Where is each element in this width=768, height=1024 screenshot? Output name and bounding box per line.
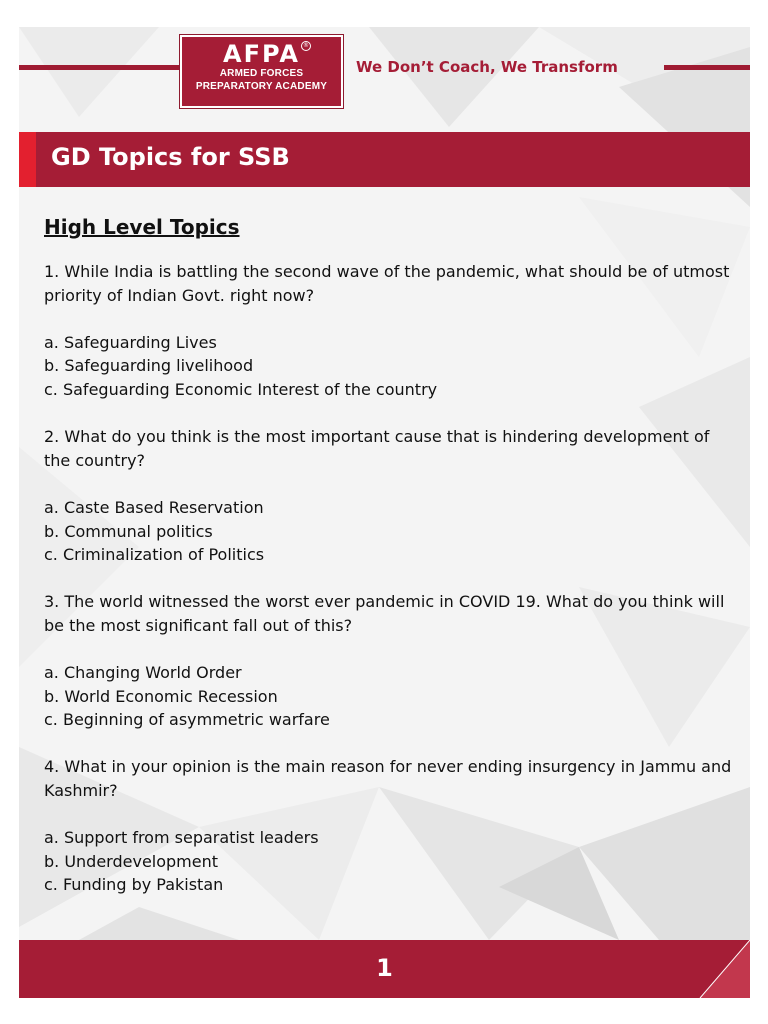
afpa-logo	[180, 35, 343, 108]
topic-option: c. Criminalization of Politics	[44, 545, 265, 565]
footer-bar	[19, 940, 750, 998]
topic-question: 4. What in your opinion is the main reason for never ending insurgency in Jammu and Kashmir?	[44, 757, 732, 801]
topic-option: a. Changing World Order	[44, 663, 242, 683]
document-page	[19, 27, 750, 998]
topic-question: 1. While India is battling the second wave of the pandemic, what should be of utmost priority of Indian Govt. right now?	[44, 262, 730, 305]
page-number: 1	[376, 954, 393, 982]
topic-option: b. Communal politics	[44, 521, 213, 541]
logo-wordmark: AFPA	[223, 40, 300, 68]
section-heading: High Level Topics	[44, 215, 240, 239]
title-accent-stripe	[19, 132, 36, 187]
topic-options	[44, 661, 734, 732]
topic-item	[44, 590, 734, 732]
topic-option: a. Safeguarding Lives	[44, 332, 217, 352]
topic-item	[44, 755, 734, 897]
topic-question: 3. The world witnessed the worst ever pandemic in COVID 19. What do you think will be the most significant fall out of this?	[44, 592, 725, 635]
header-rule-left	[19, 65, 181, 70]
topic-option: b. Safeguarding livelihood	[44, 356, 254, 376]
topic-question: 2. What do you think is the most important cause that is hindering development of the country?	[44, 427, 710, 470]
logo-line-armed-forces: ARMED FORCES	[219, 68, 304, 79]
topic-options	[44, 496, 734, 567]
topics-content	[44, 212, 734, 921]
topic-options	[44, 826, 734, 897]
tagline: We Don’t Coach, We Transform	[356, 58, 618, 76]
registered-mark-icon: ®	[303, 42, 309, 49]
title-banner	[19, 132, 750, 187]
topic-item	[44, 425, 734, 567]
topic-option: c. Beginning of asymmetric warfare	[44, 710, 330, 730]
topic-option: b. World Economic Recession	[44, 686, 278, 706]
topic-option: a. Support from separatist leaders	[44, 828, 319, 848]
topic-options	[44, 331, 734, 402]
topic-option: c. Funding by Pakistan	[44, 875, 224, 895]
topic-option: c. Safeguarding Economic Interest of the country	[44, 379, 438, 399]
header-rule-right	[664, 65, 750, 70]
topic-item	[44, 260, 734, 402]
topic-option: a. Caste Based Reservation	[44, 497, 264, 517]
logo-line-preparatory-academy: PREPARATORY ACADEMY	[195, 81, 328, 92]
page-title: GD Topics for SSB	[51, 143, 290, 171]
topic-option: b. Underdevelopment	[44, 851, 219, 871]
